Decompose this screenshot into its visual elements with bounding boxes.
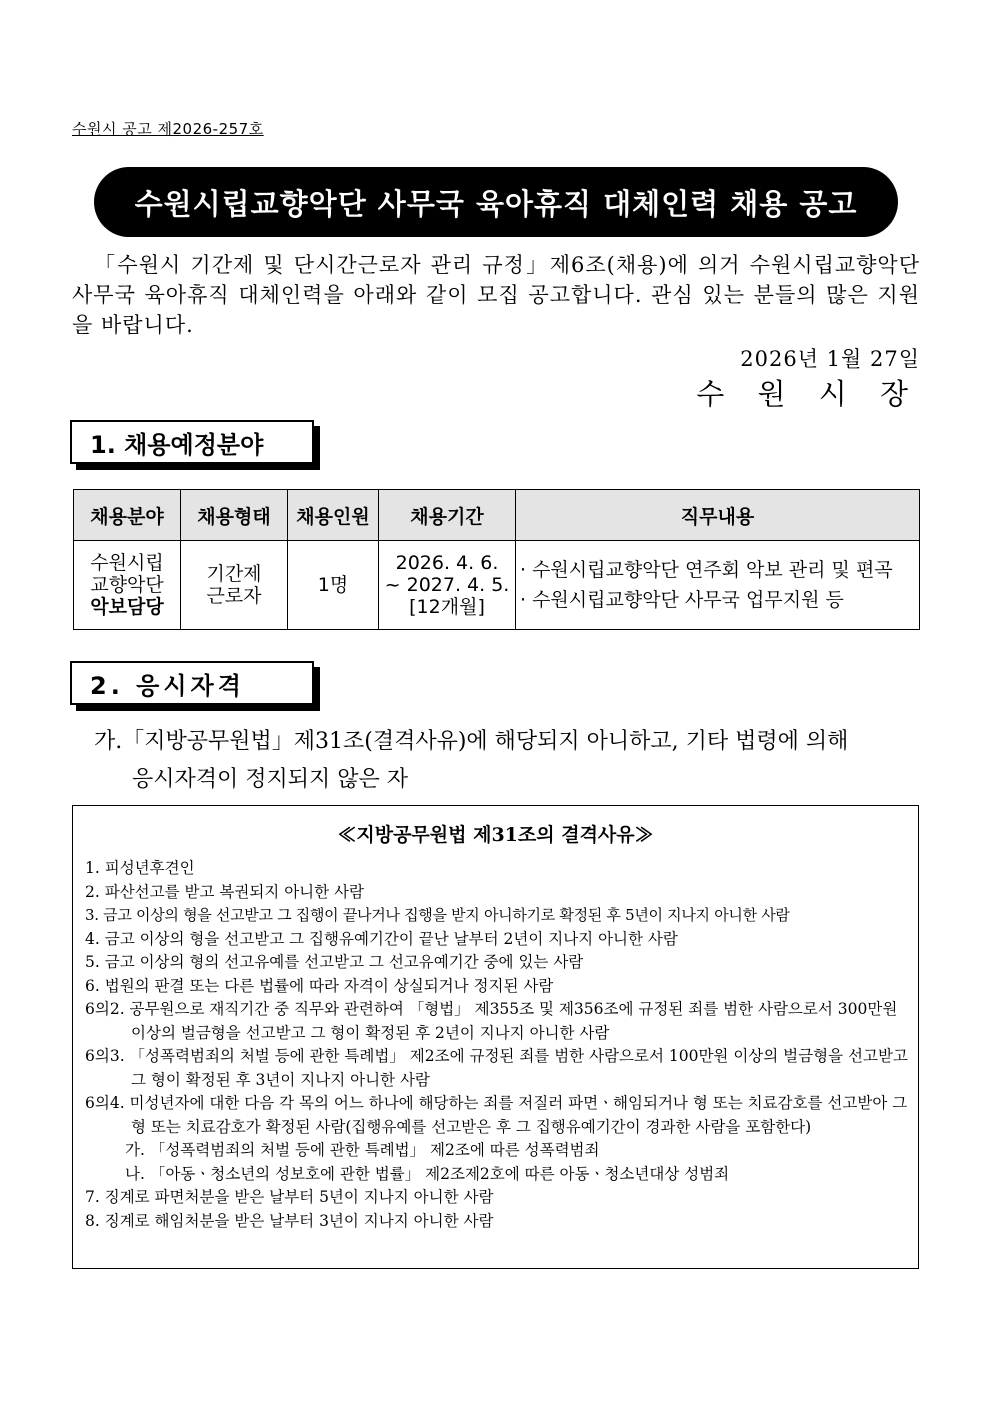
- cell-type: [181, 541, 288, 630]
- field-line: 교향악단: [90, 574, 164, 596]
- cell-count: 1명: [288, 541, 379, 630]
- header-count: 채용인원: [288, 490, 379, 541]
- header-field: 채용분야: [74, 490, 181, 541]
- disqualification-box: [72, 805, 919, 1269]
- list-item: 6. 법원의 판결 또는 다른 법률에 따라 자격이 상실되거나 정지된 사람: [85, 976, 554, 995]
- period-line: 2026. 4. 6.: [395, 552, 499, 574]
- list-item: 6의4. 미성년자에 대한 다음 각 목의 어느 하나에 해당하는 죄를 저질러 파면ㆍ해임되거나 형 또는 치료감호를 선고받아 그 형 또는 치료감호가 확정된 사람(집행유예를 선고받은 후 그 집행유예기간이 경과한 사람을 포함한다): [85, 1094, 908, 1136]
- list-item: 6의3. 「성폭력범죄의 처벌 등에 관한 특례법」 제2조에 규정된 죄를 범한 사람으로서 100만원 이상의 벌금형을 선고받고 그 형이 확정된 후 3년이 지나지 아니한 사람: [85, 1047, 908, 1089]
- qualification-line: 가.「지방공무원법」제31조(결격사유)에 해당되지 아니하고, 기타 법령에 의해: [94, 729, 849, 754]
- period-line: [12개월]: [409, 596, 485, 618]
- page-title: 수원시립교향악단 사무국 육아휴직 대체인력 채용 공고: [94, 167, 898, 237]
- list-item: 가. 「성폭력범죄의 처벌 등에 관한 특례법」 제2조에 따른 성폭력범죄: [125, 1141, 600, 1159]
- intro-paragraph: [72, 250, 920, 340]
- signer: 수 원 시 장: [696, 377, 920, 411]
- list-item: 8. 징계로 해임처분을 받은 날부터 3년이 지나지 아니한 사람: [85, 1211, 494, 1230]
- notice-number: 수원시 공고 제2026-257호: [72, 120, 264, 138]
- cell-field: [74, 541, 181, 630]
- cell-duty: [516, 541, 920, 630]
- qualification-item: [94, 723, 924, 799]
- duty-line: · 수원시립교향악단 연주회 악보 관리 및 편곡: [520, 559, 893, 581]
- intro-text: 「수원시 기간제 및 단시간근로자 관리 규정」제6조(채용)에 의거 수원시립교향악단 사무국 육아휴직 대체인력을 아래와 같이 모집 공고합니다. 관심 있는 분들의 많은 지원을 바랍니다.: [72, 253, 920, 337]
- field-line: 악보담당: [90, 596, 164, 618]
- period-line: ~ 2027. 4. 5.: [384, 574, 510, 596]
- type-line: 기간제: [206, 563, 262, 585]
- list-item: 6의2. 공무원으로 재직기간 중 직무와 관련하여 「형법」 제355조 및 제356조에 규정된 죄를 범한 사람으로서 300만원 이상의 벌금형을 선고받고 그 형이 확정된 후 2년이 지나지 아니한 사람: [85, 1000, 898, 1042]
- cell-period: [379, 541, 516, 630]
- table-row: [74, 541, 920, 630]
- header-duty: 직무내용: [516, 490, 920, 541]
- disqualification-list: [73, 857, 918, 1233]
- type-line: 근로자: [206, 585, 262, 607]
- list-item: 1. 피성년후견인: [85, 859, 195, 877]
- header-period: 채용기간: [379, 490, 516, 541]
- section-1-heading: 1. 채용예정분야: [70, 420, 314, 464]
- section-2-heading: 2. 응시자격: [70, 661, 314, 705]
- notice-date: 2026년 1월 27일: [740, 347, 920, 371]
- qualification-line: 응시자격이 정지되지 않은 자: [132, 767, 409, 792]
- disqualification-title: ≪지방공무원법 제31조의 결격사유≫: [337, 824, 654, 846]
- table-header-row: [74, 490, 920, 541]
- list-item: 2. 파산선고를 받고 복권되지 아니한 사람: [85, 882, 364, 901]
- duty-line: · 수원시립교향악단 사무국 업무지원 등: [520, 589, 844, 611]
- header-type: 채용형태: [181, 490, 288, 541]
- recruitment-table: [73, 489, 920, 630]
- list-item: 7. 징계로 파면처분을 받은 날부터 5년이 지나지 아니한 사람: [85, 1188, 494, 1206]
- list-item: 5. 금고 이상의 형의 선고유예를 선고받고 그 선고유예기간 중에 있는 사람: [85, 953, 584, 971]
- list-item: 3. 금고 이상의 형을 선고받고 그 집행이 끝나거나 집행을 받지 아니하기로 확정된 후 5년이 지나지 아니한 사람: [85, 906, 790, 924]
- list-item: 4. 금고 이상의 형을 선고받고 그 집행유예기간이 끝난 날부터 2년이 지나지 아니한 사람: [85, 929, 678, 948]
- list-item: 나. 「아동ㆍ청소년의 성보호에 관한 법률」 제2조제2호에 따른 아동ㆍ청소년대상 성범죄: [125, 1164, 730, 1183]
- field-line: 수원시립: [90, 552, 164, 574]
